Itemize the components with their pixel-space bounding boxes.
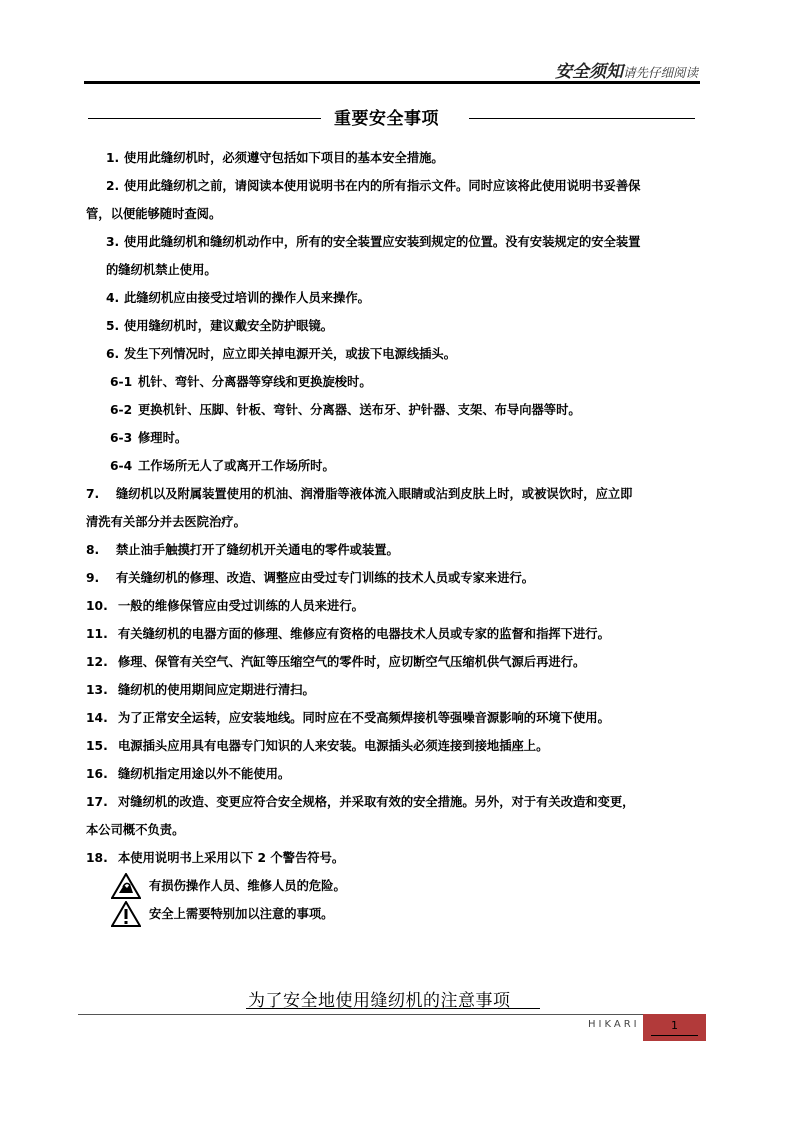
list-item-continuation: 的缝纫机禁止使用。 <box>106 263 217 277</box>
item-text: 使用此缝纫机之前，请阅读本使用说明书在内的所有指示文件。同时应该将此使用说明书妥善保 <box>124 179 641 193</box>
item-number: 2. <box>106 179 120 193</box>
list-item <box>86 536 706 564</box>
item-number: 16. <box>86 767 108 781</box>
item-text: 此缝纫机应由接受过培训的操作人员来操作。 <box>124 291 370 305</box>
list-item <box>86 144 706 172</box>
list-item <box>86 788 706 816</box>
sub-item-number: 6-1 <box>110 375 133 389</box>
header-text <box>555 57 698 82</box>
list-item <box>86 340 706 368</box>
sub-item-number: 6-3 <box>110 431 133 445</box>
item-number: 6. <box>106 347 120 361</box>
item-number: 12. <box>86 655 108 669</box>
sub-item-text: 机针、弯针、分离器等穿线和更换旋梭时。 <box>138 375 372 389</box>
list-item-continuation: 清洗有关部分并去医院治疗。 <box>86 515 246 529</box>
list-item <box>86 592 706 620</box>
header-rule <box>84 81 700 84</box>
sub-item <box>86 424 706 452</box>
warning-row <box>86 872 706 900</box>
item-text: 禁止油手触摸打开了缝纫机开关通电的零件或装置。 <box>116 543 399 557</box>
item-number: 13. <box>86 683 108 697</box>
item-text: 缝纫机的使用期间应定期进行清扫。 <box>118 683 315 697</box>
page-number-box <box>643 1014 706 1041</box>
safety-list <box>86 144 706 928</box>
list-item-continuation: 管，以便能够随时查阅。 <box>86 207 222 221</box>
sub-item-text: 修理时。 <box>138 431 188 445</box>
list-item <box>86 312 706 340</box>
list-item <box>86 676 706 704</box>
title-line-right <box>469 118 695 119</box>
item-text: 一般的维修保管应由受过训练的人员来进行。 <box>118 599 364 613</box>
sub-item <box>86 368 706 396</box>
item-text: 使用此缝纫机时，必须遵守包括如下项目的基本安全措施。 <box>124 151 444 165</box>
item-text: 对缝纫机的改造、变更应符合安全规格，并采取有效的安全措施。另外，对于有关改造和变更， <box>118 795 635 809</box>
list-item <box>86 704 706 732</box>
item-number: 10. <box>86 599 108 613</box>
sub-item <box>86 452 706 480</box>
item-number: 11. <box>86 627 108 641</box>
item-number: 5. <box>106 319 120 333</box>
header-subtitle: 请先仔细阅读 <box>622 65 698 80</box>
section-title-text: 重要安全事项 <box>334 109 439 129</box>
item-number: 7. <box>86 487 100 501</box>
item-text: 有关缝纫机的电器方面的修理、维修应有资格的电器技术人员或专家的监督和指挥下进行。 <box>118 627 610 641</box>
item-number: 9. <box>86 571 100 585</box>
list-item <box>86 480 706 508</box>
sub-item-number: 6-2 <box>110 403 133 417</box>
item-number: 18. <box>86 851 108 865</box>
list-item <box>86 564 706 592</box>
list-item-continuation: 本公司概不负责。 <box>86 823 185 837</box>
item-text: 本使用说明书上采用以下 2 个警告符号。 <box>118 851 345 865</box>
warning-row <box>86 900 706 928</box>
hand-hazard-warning-icon <box>111 873 141 899</box>
footer-brand: HIKARI <box>588 1019 640 1030</box>
page-number-underline <box>651 1035 698 1036</box>
item-text: 为了正常安全运转，应安装地线。同时应在不受高频焊接机等强噪音源影响的环境下使用。 <box>118 711 610 725</box>
title-line-left <box>88 118 321 119</box>
bottom-section-title: 为了安全地使用缝纫机的注意事项 <box>248 991 511 1011</box>
item-text: 缝纫机指定用途以外不能使用。 <box>118 767 291 781</box>
section-title <box>86 104 698 130</box>
item-text: 有关缝纫机的修理、改造、调整应由受过专门训练的技术人员或专家来进行。 <box>116 571 535 585</box>
list-item <box>86 620 706 648</box>
item-number: 3. <box>106 235 120 249</box>
list-item <box>86 648 706 676</box>
item-number: 8. <box>86 543 100 557</box>
item-number: 15. <box>86 739 108 753</box>
sub-item-text: 更换机针、压脚、针板、弯针、分离器、送布牙、护针器、支架、布导向器等时。 <box>138 403 581 417</box>
page-header <box>84 56 700 86</box>
item-text: 使用此缝纫机和缝纫机动作中，所有的安全装置应安装到规定的位置。没有安装规定的安全装置 <box>124 235 641 249</box>
bottom-title-underline <box>246 1008 540 1009</box>
warning-text: 安全上需要特别加以注意的事项。 <box>149 907 334 921</box>
item-text: 修理、保管有关空气、汽缸等压缩空气的零件时，应切断空气压缩机供气源后再进行。 <box>118 655 586 669</box>
header-title: 安全须知 <box>554 62 623 82</box>
item-text: 缝纫机以及附属装置使用的机油、润滑脂等液体流入眼睛或沾到皮肤上时，或被误饮时，应立即 <box>116 487 633 501</box>
list-item <box>86 844 706 872</box>
warning-text: 有损伤操作人员、维修人员的危险。 <box>149 879 346 893</box>
list-item <box>86 228 706 256</box>
item-number: 1. <box>106 151 120 165</box>
sub-item-text: 工作场所无人了或离开工作场所时。 <box>138 459 335 473</box>
footer-rule <box>78 1014 706 1015</box>
exclamation-warning-icon <box>111 901 141 927</box>
sub-item <box>86 396 706 424</box>
list-item <box>86 732 706 760</box>
list-item <box>86 172 706 200</box>
item-number: 4. <box>106 291 120 305</box>
page-number: 1 <box>671 1019 678 1032</box>
list-item <box>86 760 706 788</box>
item-text: 使用缝纫机时，建议戴安全防护眼镜。 <box>124 319 334 333</box>
item-number: 17. <box>86 795 108 809</box>
list-item <box>86 284 706 312</box>
sub-item-number: 6-4 <box>110 459 133 473</box>
item-number: 14. <box>86 711 108 725</box>
item-text: 电源插头应用具有电器专门知识的人来安装。电源插头必须连接到接地插座上。 <box>118 739 549 753</box>
item-text: 发生下列情况时，应立即关掉电源开关，或拔下电源线插头。 <box>124 347 457 361</box>
